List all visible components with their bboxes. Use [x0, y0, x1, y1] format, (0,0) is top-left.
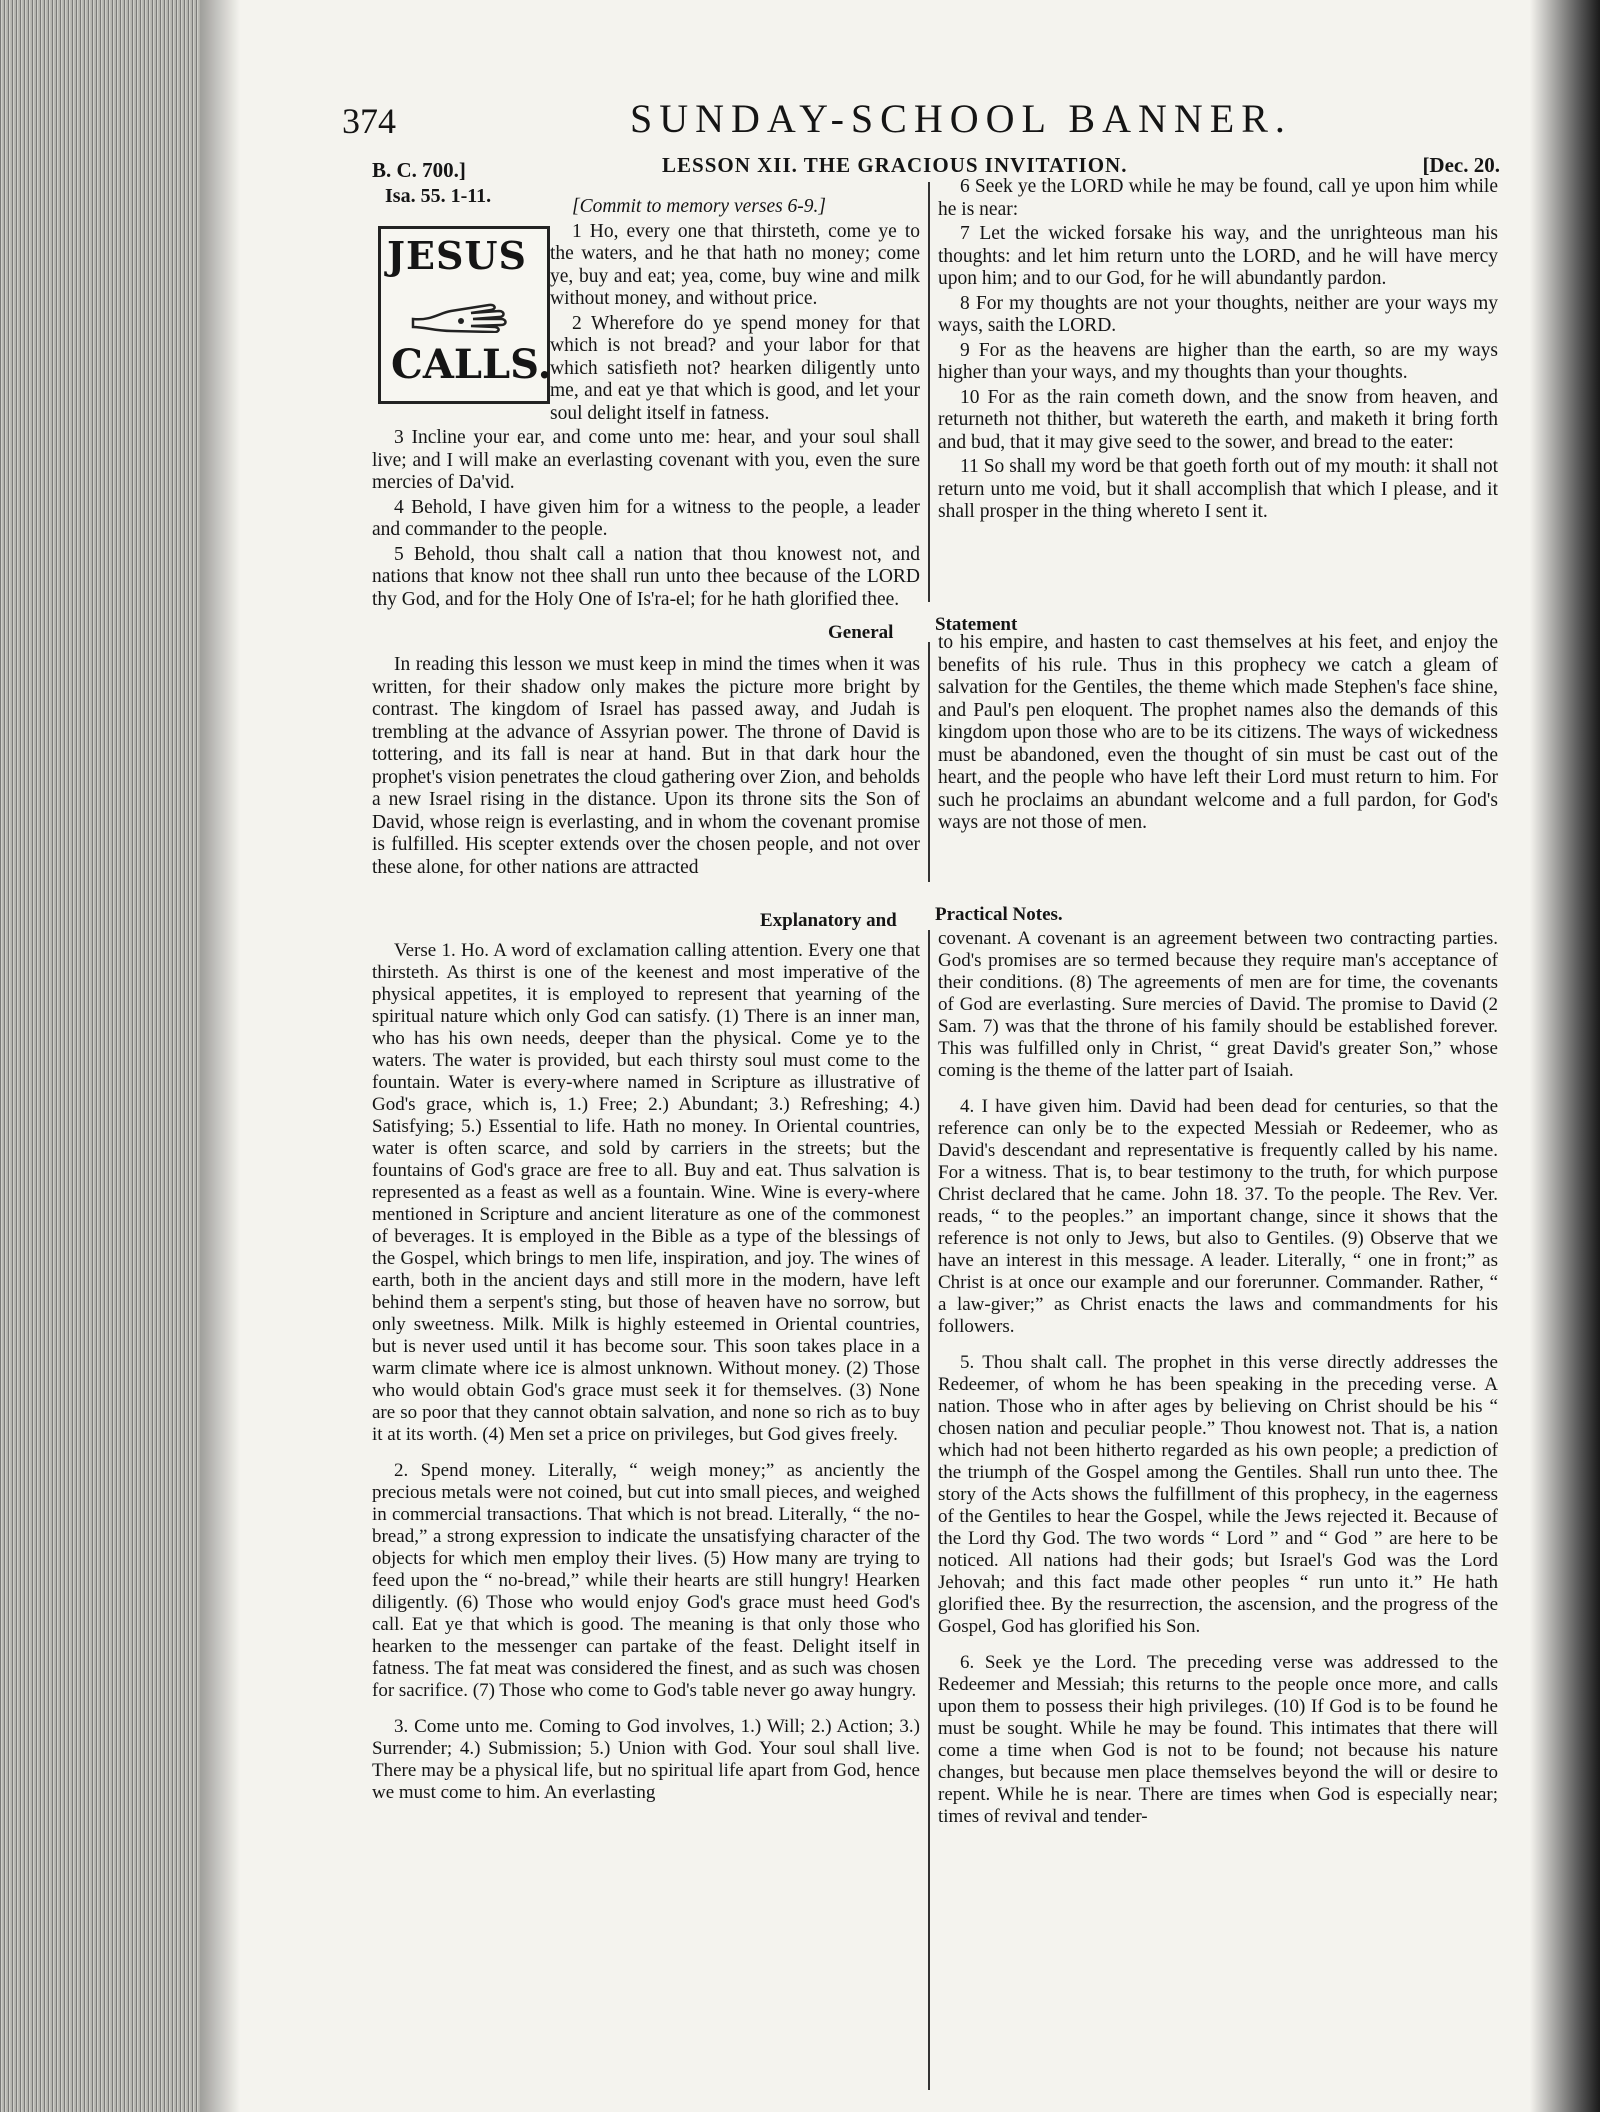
statement-column-divider	[928, 642, 930, 882]
general-statement-right	[938, 632, 1498, 837]
lesson-title: LESSON XII. THE GRACIOUS INVITATION.	[662, 153, 1128, 177]
general-statement-heading-left: General	[828, 622, 894, 643]
page-number: 374	[342, 101, 396, 141]
notes-left-column	[372, 940, 920, 1806]
verse-1: 1 Ho, every one that thirsteth, come ye to the waters, and he that hath no money; come ye, buy and eat; yea, come, buy wine and milk without money, and without price.	[550, 220, 920, 309]
book-page-edges	[0, 0, 202, 2112]
note-verse-4: 4. I have given him. David had been dead for centuries, so that the reference can only be to the expected Messiah or Redeemer, who as David's descendant and representative is frequently called by his name. For a witness. That is, to bear testimony to the truth, for which purpose Christ declared that he came. John 18. 37. To the people. The Rev. Ver. reads, “ to the peoples.” an important change, since it shows that the reference is not only to Jews, but also to Gentiles. (9) Observe that we have an interest in this message. A leader. Literally, “ one in front;” as Christ is at once our example and our forerunner. Commander. Rather, “ a law-giver;” as Christ enacts the laws and commandments for his followers.	[938, 1096, 1498, 1337]
notes-column-divider	[928, 930, 930, 2090]
logo-word-jesus: JESUS	[387, 233, 527, 278]
verse-8: 8 For my thoughts are not your thoughts, neither are your ways my ways, saith the LORD.	[938, 292, 1498, 336]
note-verse-2: 2. Spend money. Literally, “ weigh money;” as anciently the precious metals were not coined, but cut into small pieces, and weighed in commercial transactions. That which is not bread. Literally, “ the no-bread,” a strong expression to indicate the unsatisfying character of the objects for which men employ their lives. (5) How many are trying to feed upon the “ no-bread,” while their hearts are still hungry! Hearken diligently. (6) Those who would enjoy God's grace must heed God's call. Eat ye that which is good. The meaning is that only those who hearken to the messenger can partake of the feast. Delight itself in fatness. The fat meat was considered the finest, and as such was chosen for sacrifice. (7) Those who come to God's table never go away hungry.	[372, 1460, 920, 1701]
verse-10: 10 For as the rain cometh down, and the snow from heaven, and returneth not thither, but watereth the earth, and maketh it bring forth and bud, that it may give seed to the sower, and bread to the eater:	[938, 386, 1498, 453]
note-verse-6: 6. Seek ye the Lord. The preceding verse was addressed to the Redeemer and Messiah; this returns to the people once more, and calls upon them to possess their high privileges. (10) If God is to be found he must be sought. While he may be found. This intimates that there will come a time when God is not to be found; not because his nature changes, but because men place themselves beyond the will or desire to repent. While he is near. There are times when God is especially near; times of revival and tender-	[938, 1652, 1498, 1827]
note-verse-1: Verse 1. Ho. A word of exclamation calling attention. Every one that thirsteth. As thirst is one of the keenest and most imperative of the physical appetites, it is employed to represent that yearning of the spiritual nature which only God can satisfy. (1) There is an inner man, who has his own needs, deeper than the physical. Come ye to the waters. The water is provided, but each thirsty soul must come to the fountain. Water is every-where named in Scripture as illustrative of God's grace, which is, 1.) Free; 2.) Abundant; 3.) Refreshing; 4.) Satisfying; 5.) Essential to life. Hath no money. In Oriental countries, water is often scarce, and sold by carriers in the streets; but the fountains of God's grace are free to all. Buy and eat. Thus salvation is represented as a feast as well as a fountain. Wine. Wine is every-where mentioned in Scripture and ancient literature as one of the commonest of beverages. It is employed in the Bible as a type of the blessings of the Gospel, which brings to men life, inspiration, and joy. The wines of earth, both in the ancient days and still more in the modern, have left behind them a serpent's sting, but those of heaven have no sorrow, but only sweetness. Milk. Milk is highly esteemed in Oriental countries, but is never used until it has become sour. This soon takes place in a warm climate where ice is almost unknown. Without money. (2) Those who would obtain God's grace must seek it for themselves. (3) None are so poor that they cannot obtain salvation, and none so rich as to buy it at its worth. (4) Men set a price on privileges, but God gives freely.	[372, 940, 920, 1445]
general-statement-right-text: to his empire, and hasten to cast themselves at his feet, and enjoy the benefits of his rule. Thus in this prophecy we catch a gleam of salvation for the Gentiles, the theme which made Stephen's face shine, and Paul's pen eloquent. The prophet names also the demands of this kingdom upon those who are to be its citizens. The ways of wickedness must be abandoned, even the thought of sin must be cast out of the heart, and the people who have left their Lord must return to him. For such he proclaims an abundant welcome and a full pardon, for God's ways are not those of men.	[938, 632, 1498, 833]
spine-shadow	[200, 0, 240, 2112]
note-verse-3: 3. Come unto me. Coming to God involves, 1.) Will; 2.) Action; 3.) Surrender; 4.) Submission; 5.) Union with God. Your soul shall live. There may be a physical life, but no spiritual life apart from God, hence we must come to him. An everlasting	[372, 1716, 920, 1803]
scripture-column-divider	[928, 182, 930, 602]
note-verse-5: 5. Thou shalt call. The prophet in this verse directly addresses the Redeemer, of whom he has been speaking in the preceding verse. A nation. Those who in after ages by believing on Christ should be his “ chosen nation and peculiar people.” Thou knowest not. That is, a nation which had not been hitherto regarded as his own people; a prediction of the triumph of the Gospel among the Gentiles. Shall run unto thee. The story of the Acts shows the fulfillment of this prophecy, in the eagerness of the Gentiles to hear the Gospel, while the Jews rejected it. Because of the Lord thy God. The two words “ Lord ” and “ God ” are here to be noticed. All nations had their gods; but Israel's God was the Lord Jehovah; and this fact made other peoples “ run unto it.” He hath glorified thee. By the resurrection, the ascension, and the progress of the Gospel, God has glorified his Son.	[938, 1352, 1498, 1637]
general-statement-left-text: In reading this lesson we must keep in mind the times when it was written, for their shadow only makes the picture more bright by contrast. The kingdom of Israel has passed away, and Judah is trembling at the advance of Assyrian power. The throne of David is tottering, and its fall is near at hand. But in that dark hour the prophet's vision penetrates the cloud gathering over Zion, and beholds a new Israel rising in the distance. Upon its throne sits the Son of David, whose reign is everlasting, and in whom the covenant promise is fulfilled. His scepter extends over the chosen people, and not over these alone, for other nations are attracted	[372, 654, 920, 878]
book-page	[200, 0, 1600, 2112]
scripture-reference: Isa. 55. 1-11.	[385, 185, 492, 207]
notes-heading-right: Practical Notes.	[935, 904, 1063, 925]
notes-heading-left: Explanatory and	[760, 910, 897, 931]
running-title: SUNDAY-SCHOOL BANNER.	[630, 96, 1292, 141]
verse-5: 5 Behold, thou shalt call a nation that thou knowest not, and nations that know not thee shall run unto thee because of the LORD thy God, and for the Holy One of Is'ra-el; for he hath glorified thee.	[372, 543, 920, 610]
logo-word-calls: CALLS.	[391, 341, 552, 388]
lesson-date: [Dec. 20.	[1422, 153, 1500, 177]
scripture-left-column	[372, 196, 920, 613]
lesson-bc-date: B. C. 700.]	[372, 158, 466, 182]
verse-11: 11 So shall my word be that goeth forth out of my mouth: it shall not return unto me void, but it shall accomplish that which I please, and it shall prosper in the thing whereto I sent it.	[938, 456, 1498, 522]
scripture-right-column	[938, 176, 1498, 526]
verse-7: 7 Let the wicked forsake his way, and the unrighteous man his thoughts: and let him return unto the LORD, and he will have mercy upon him; and to our God, for he will abundantly pardon.	[938, 223, 1498, 289]
commit-note: [Commit to memory verses 6-9.]	[572, 196, 827, 217]
verse-6: 6 Seek ye the LORD while he may be found, call ye upon him while he is near:	[938, 176, 1498, 220]
note-verse-3-cont: covenant. A covenant is an agreement between two contracting parties. God's promises are so termed because they require man's acceptance of their conditions. (8) The agreements of men are for time, the covenants of God are everlasting. Sure mercies of David. The promise to David (2 Sam. 7) was that the throne of his family should be established forever. This was fulfilled only in Christ, “ great David's greater Son,” whose coming is the theme of the latter part of Isaiah.	[938, 928, 1498, 1081]
notes-right-column	[938, 928, 1498, 1830]
page-right-shadow	[1530, 0, 1600, 2112]
verse-9: 9 For as the heavens are higher than the earth, so are my ways higher than your ways, and my thoughts than your thoughts.	[938, 339, 1498, 383]
general-statement-heading-right: Statement	[935, 614, 1018, 635]
verse-4: 4 Behold, I have given him for a witness to the people, a leader and commander to the people.	[372, 496, 920, 540]
general-statement-left	[372, 654, 920, 881]
verse-3: 3 Incline your ear, and come unto me: hear, and your soul shall live; and I will make an everlasting covenant with you, even the sure mercies of Da'vid.	[372, 427, 920, 493]
verse-2: 2 Wherefore do ye spend money for that which is not bread? and your labor for that which satisfieth not? hearken diligently unto me, and eat ye that which is good, and let your soul delight itself in fatness.	[550, 312, 920, 424]
